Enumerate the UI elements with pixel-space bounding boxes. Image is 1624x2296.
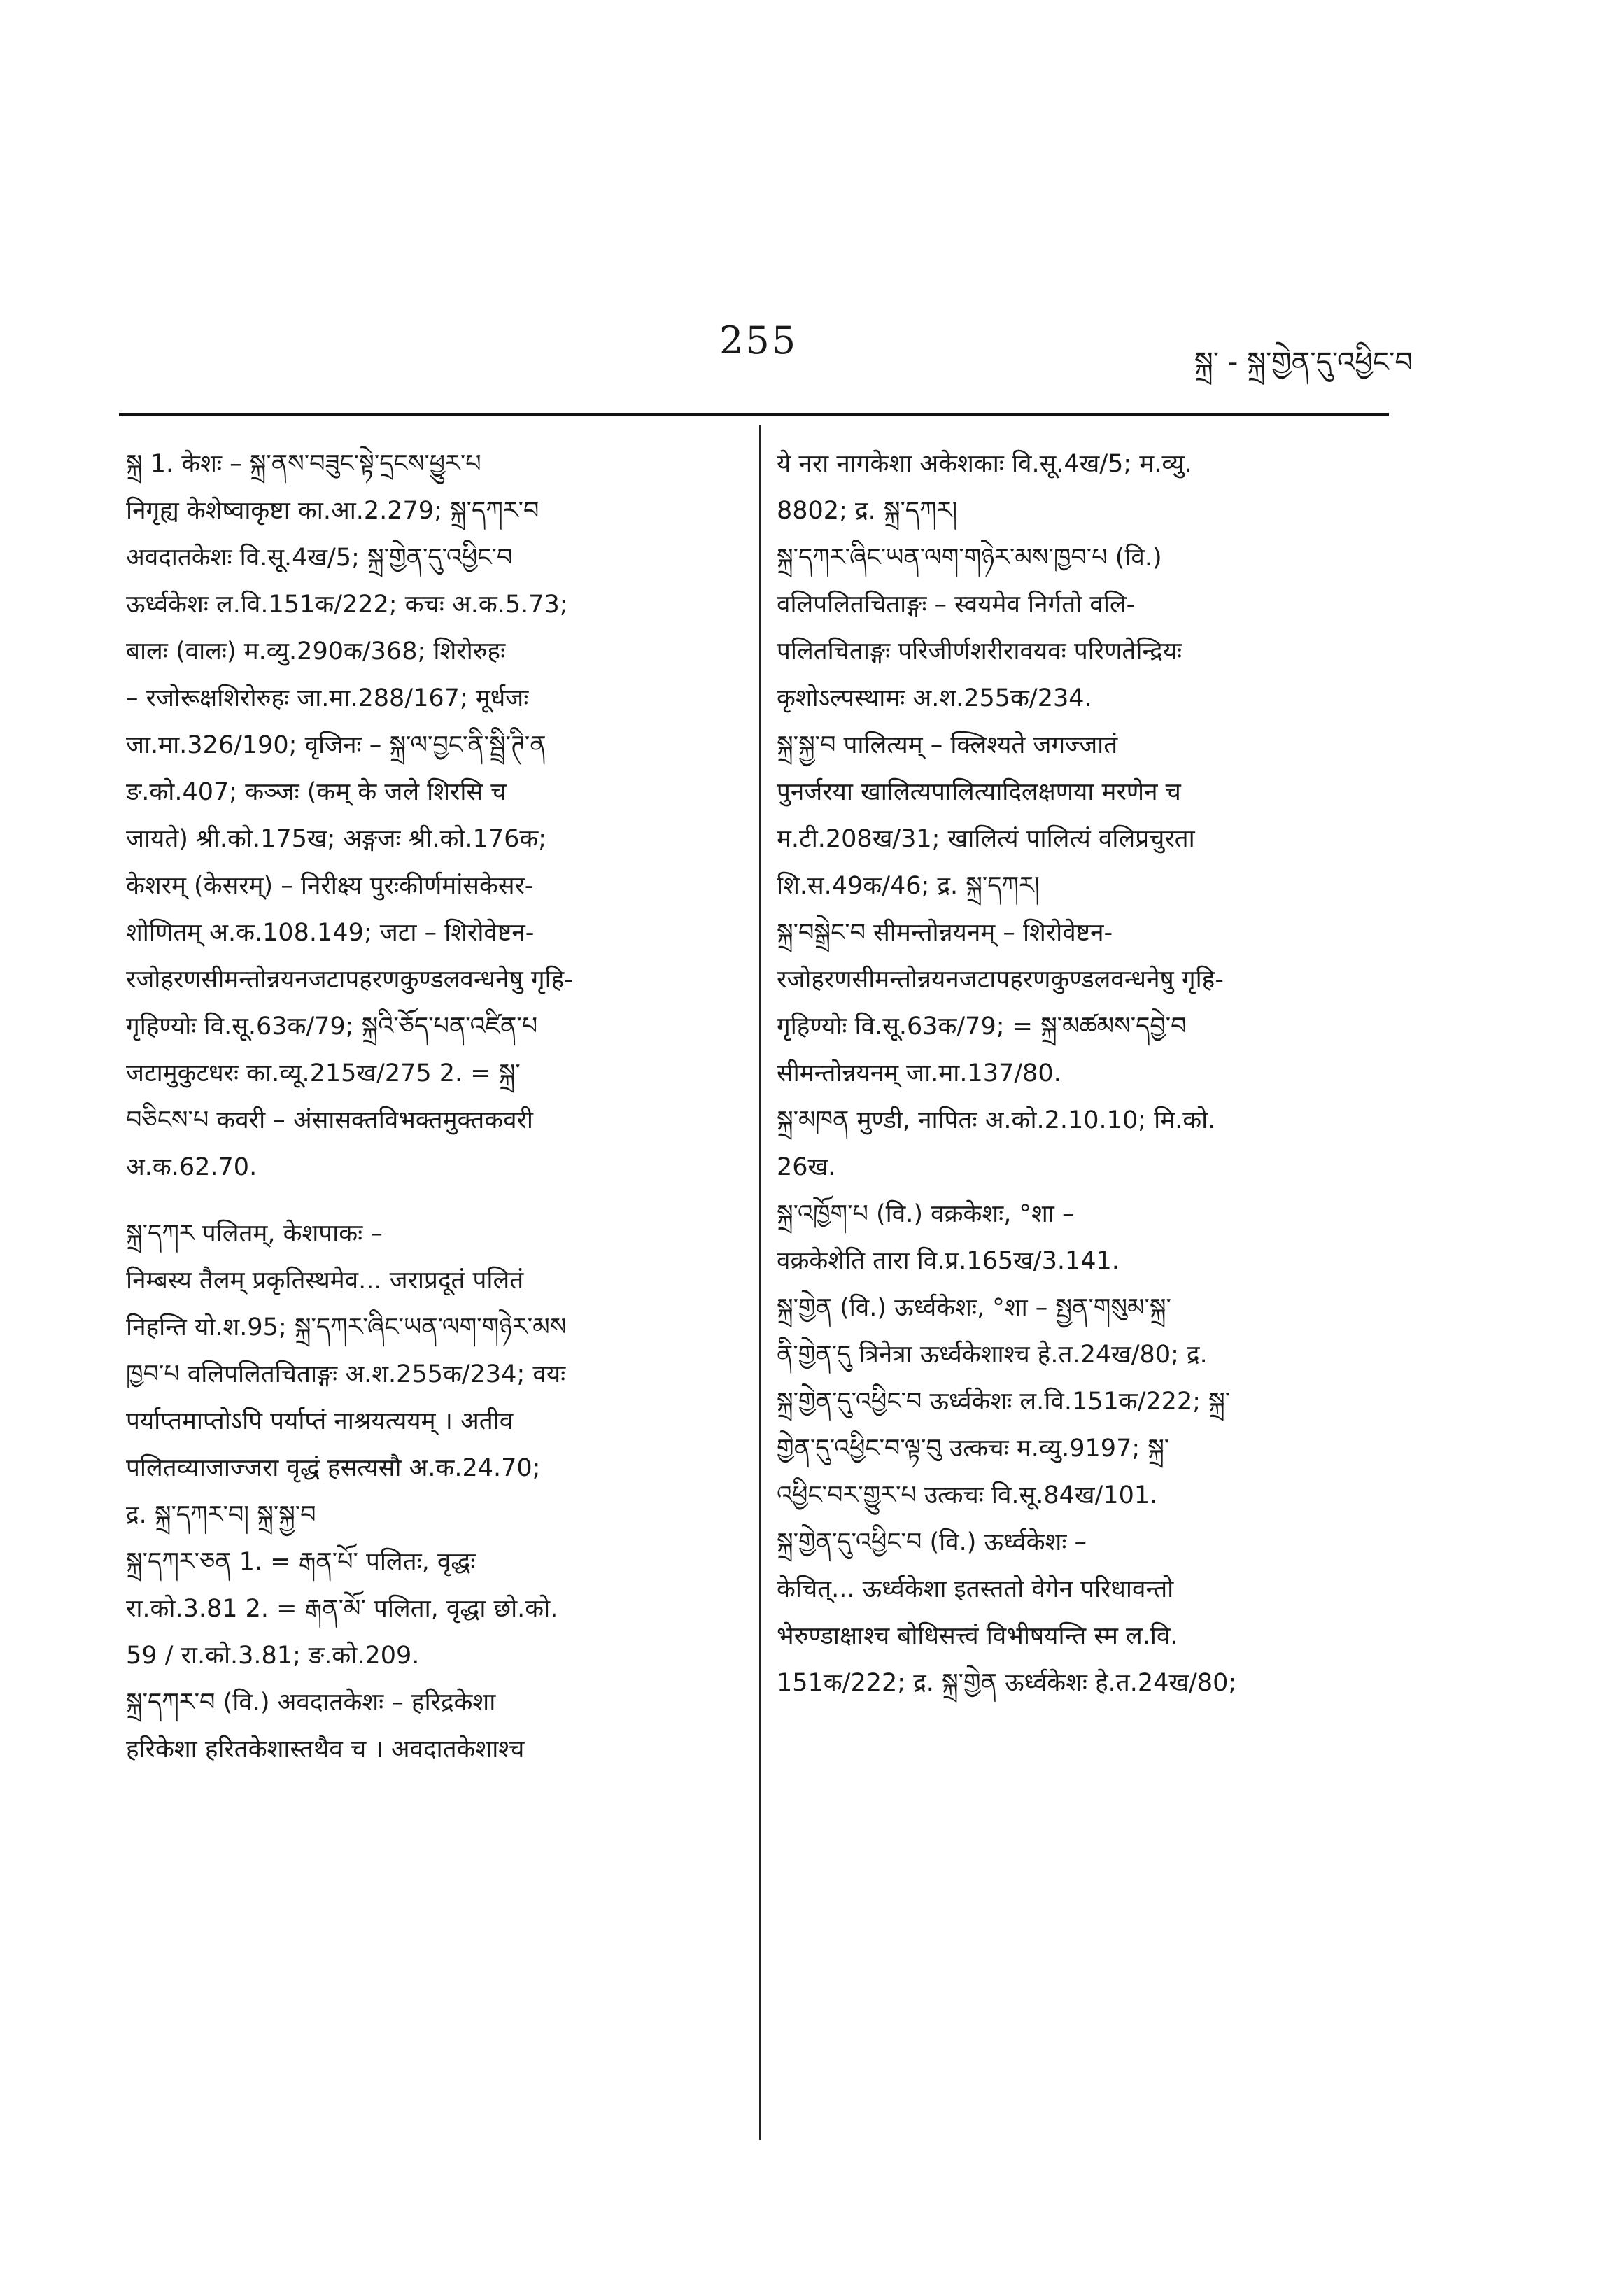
text-line: रजोहरणसीमन्तोन्नयनजटापहरणकुण्डलवन्धनेषु गृहि- bbox=[126, 966, 573, 994]
text-line: སྐྲ 1. केशः – སྐྲ་ནས་བཟུང་སྟེ་དྲངས་ཕྱུར་པ bbox=[126, 450, 481, 478]
text-line: अ.क.62.70. bbox=[126, 1153, 257, 1181]
text-line: वलिपलितचिताङ्गः – स्वयमेव निर्गतो वलि- bbox=[777, 591, 1136, 619]
left-column bbox=[126, 441, 721, 2134]
text-line: ཁྱབ་པ वलिपलितचिताङ्गः अ.श.255क/234; वयः bbox=[126, 1360, 566, 1388]
text-line: वक्रकेशेति तारा वि.प्र.165ख/3.141. bbox=[777, 1247, 1120, 1275]
text-line: पर्याप्तमाप्तोऽपि पर्याप्तं नाश्रयत्ययम् । अतीव bbox=[126, 1407, 514, 1435]
text-line: སྐྲ་སྐྱ་བ पालित्यम् – क्लिश्यते जगज्जातं bbox=[777, 731, 1118, 759]
text-line: रा.को.3.81 2. = རྒན་མོ་ पलिता, वृद्धा छो.को. bbox=[126, 1595, 558, 1623]
text-line: 59 / रा.को.3.81; ङ.को.209. bbox=[126, 1642, 420, 1670]
text-line: केचित्... ऊर्ध्वकेशा इतस्ततो वेगेन परिधावन्तो bbox=[777, 1575, 1174, 1603]
text-line: जायते) श्री.को.175ख; अङ्गजः श्री.को.176क; bbox=[126, 825, 547, 853]
text-line: निम्बस्य तैलम् प्रकृतिस्थमेव... जराप्रदूतं पलितं bbox=[126, 1267, 524, 1295]
text-line: – रजोरूक्षशिरोरुहः जा.मा.288/167; मूर्धजः bbox=[126, 684, 529, 712]
text-line: कृशोऽल्पस्थामः अ.श.255क/234. bbox=[777, 684, 1092, 712]
text-line: ये नरा नागकेशा अकेशकाः वि.सू.4ख/5; म.व्यु. bbox=[777, 450, 1192, 478]
text-line: འཕྱིང་བར་གྱུར་པ उत्कचः वि.सू.84ख/101. bbox=[777, 1481, 1158, 1509]
text-line: शोणितम् अ.क.108.149; जटा – शिरोवेष्टन- bbox=[126, 919, 535, 947]
text-line: གྱེན་དུ་འཕྱིང་བ་ལྟ་བུ उत्कचः म.व्यु.9197; སྐྲ་ bbox=[777, 1435, 1170, 1463]
text-line: पुनर्जरया खालित्यपालित्यादिलक्षणया मरणेन च bbox=[777, 778, 1181, 806]
column-divider bbox=[759, 425, 761, 2140]
text-line: जा.मा.326/190; वृजिनः – སྐྲ་ལ་བྱང་ནི་སྦྲི་ཊི་ན bbox=[126, 731, 546, 759]
text-line: སྐྲ་དཀར་ཞིང་ཡན་ལག་གཉེར་མས་ཁྱབ་པ (वि.) bbox=[777, 544, 1162, 572]
text-line: 26ख. bbox=[777, 1153, 836, 1181]
text-line: निहन्ति यो.श.95; སྐྲ་དཀར་ཞིང་ཡན་ལག་གཉེར་མས bbox=[126, 1313, 567, 1341]
text-line: སྐྲ་གྱེན (वि.) ऊर्ध्वकेशः, °शा – སྤྱན་གསུམ་སྐྲ་ bbox=[777, 1294, 1171, 1322]
text-line: केशरम् (केसरम्) – निरीक्ष्य पुरःकीर्णमांसकेसर- bbox=[126, 872, 534, 900]
text-line: शि.स.49क/46; द्र. སྐྲ་དཀར། bbox=[777, 872, 1040, 900]
text-line: गृहिण्योः वि.सू.63क/79; = སྐྲ་མཚམས་དབྱེ་བ bbox=[777, 1013, 1187, 1041]
text-line: སྐྲ་དཀར་ཅན 1. = རྒན་པོ་ पलितः, वृद्धः bbox=[126, 1548, 476, 1576]
text-line: སྐྲ་དཀར पलितम्, केशपाकः – bbox=[126, 1220, 383, 1248]
text-line: पलितचिताङ्गः परिजीर्णशरीरावयवः परिणतेन्द्रियः bbox=[777, 638, 1182, 665]
header-rule bbox=[119, 413, 1389, 416]
running-head: སྐྲ་ - སྐྲ་གྱེན་དུ་འཕྱིང་བ bbox=[1194, 346, 1413, 379]
text-line: 151क/222; द्र. སྐྲ་གྱེན ऊर्ध्वकेशः हे.त.24ख/80; bbox=[777, 1669, 1237, 1697]
text-line: निगृह्य केशेष्वाकृष्टा का.आ.2.279; སྐྲ་དཀར་བ bbox=[126, 497, 539, 525]
right-column bbox=[777, 441, 1392, 2134]
text-line: पलितव्याजाज्जरा वृद्धं हसत्यसौ अ.क.24.70; bbox=[126, 1454, 541, 1482]
text-line: म.टी.208ख/31; खालित्यं पालित्यं वलिप्रचुरता bbox=[777, 825, 1195, 853]
text-line: द्र. སྐྲ་དཀར་བ། སྐྲ་སྐྱ་བ bbox=[126, 1501, 316, 1529]
text-line: ङ.को.407; कञ्जः (कम् के जले शिरसि च bbox=[126, 778, 507, 806]
text-line: जटामुकुटधरः का.व्यू.215ख/275 2. = སྐྲ་ bbox=[126, 1059, 521, 1087]
text-line: सीमन्तोन्नयनम् जा.मा.137/80. bbox=[777, 1059, 1061, 1087]
text-line: रजोहरणसीमन्तोन्नयनजटापहरणकुण्डलवन्धनेषु गृहि- bbox=[777, 966, 1224, 994]
entry-gap bbox=[126, 1191, 721, 1211]
text-line: भेरुण्डाक्षाश्च बोधिसत्त्वं विभीषयन्ति स्म ल.वि. bbox=[777, 1622, 1178, 1650]
page-number: 255 bbox=[719, 318, 798, 362]
text-line: गृहिण्योः वि.सू.63क/79; སྐྲའི་ཅོད་པན་འཛིན་པ bbox=[126, 1013, 538, 1041]
text-line: 8802; द्र. སྐྲ་དཀར། bbox=[777, 497, 958, 525]
text-line: हरिकेशा हरितकेशास्तथैव च । अवदातकेशाश्च bbox=[126, 1735, 525, 1763]
text-line: བཅིངས་པ कवरी – अंसासक्तविभक्तमुक्तकवरी bbox=[126, 1106, 533, 1134]
text-line: ནི་གྱེན་དུ त्रिनेत्रा ऊर्ध्वकेशाश्च हे.त.24ख/80; द्र. bbox=[777, 1341, 1208, 1369]
text-line: अवदातकेशः वि.सू.4ख/5; སྐྲ་གྱེན་དུ་འཕྱིང་བ bbox=[126, 544, 513, 572]
text-line: སྐྲ་གྱེན་དུ་འཕྱིང་བ ऊर्ध्वकेशः ल.वि.151क/222; སྐྲ་ bbox=[777, 1388, 1231, 1416]
text-line: बालः (वालः) म.व्यु.290क/368; शिरोरुहः bbox=[126, 638, 506, 665]
text-line: སྐྲ་གྱེན་དུ་འཕྱིང་བ (वि.) ऊर्ध्वकेशः – bbox=[777, 1528, 1087, 1556]
text-line: ऊर्ध्वकेशः ल.वि.151क/222; कचः अ.क.5.73; bbox=[126, 591, 568, 619]
text-line: སྐྲ་མཁན मुण्डी, नापितः अ.को.2.10.10; मि.को. bbox=[777, 1106, 1216, 1134]
text-line: སྐྲ་བསྒྲེང་བ सीमन्तोन्नयनम् – शिरोवेष्टन- bbox=[777, 919, 1113, 947]
text-line: སྐྲ་དཀར་བ (वि.) अवदातकेशः – हरिद्रकेशा bbox=[126, 1689, 496, 1717]
text-line: སྐྲ་འཁྱོག་པ (वि.) वक्रकेशः, °शा – bbox=[777, 1200, 1075, 1228]
